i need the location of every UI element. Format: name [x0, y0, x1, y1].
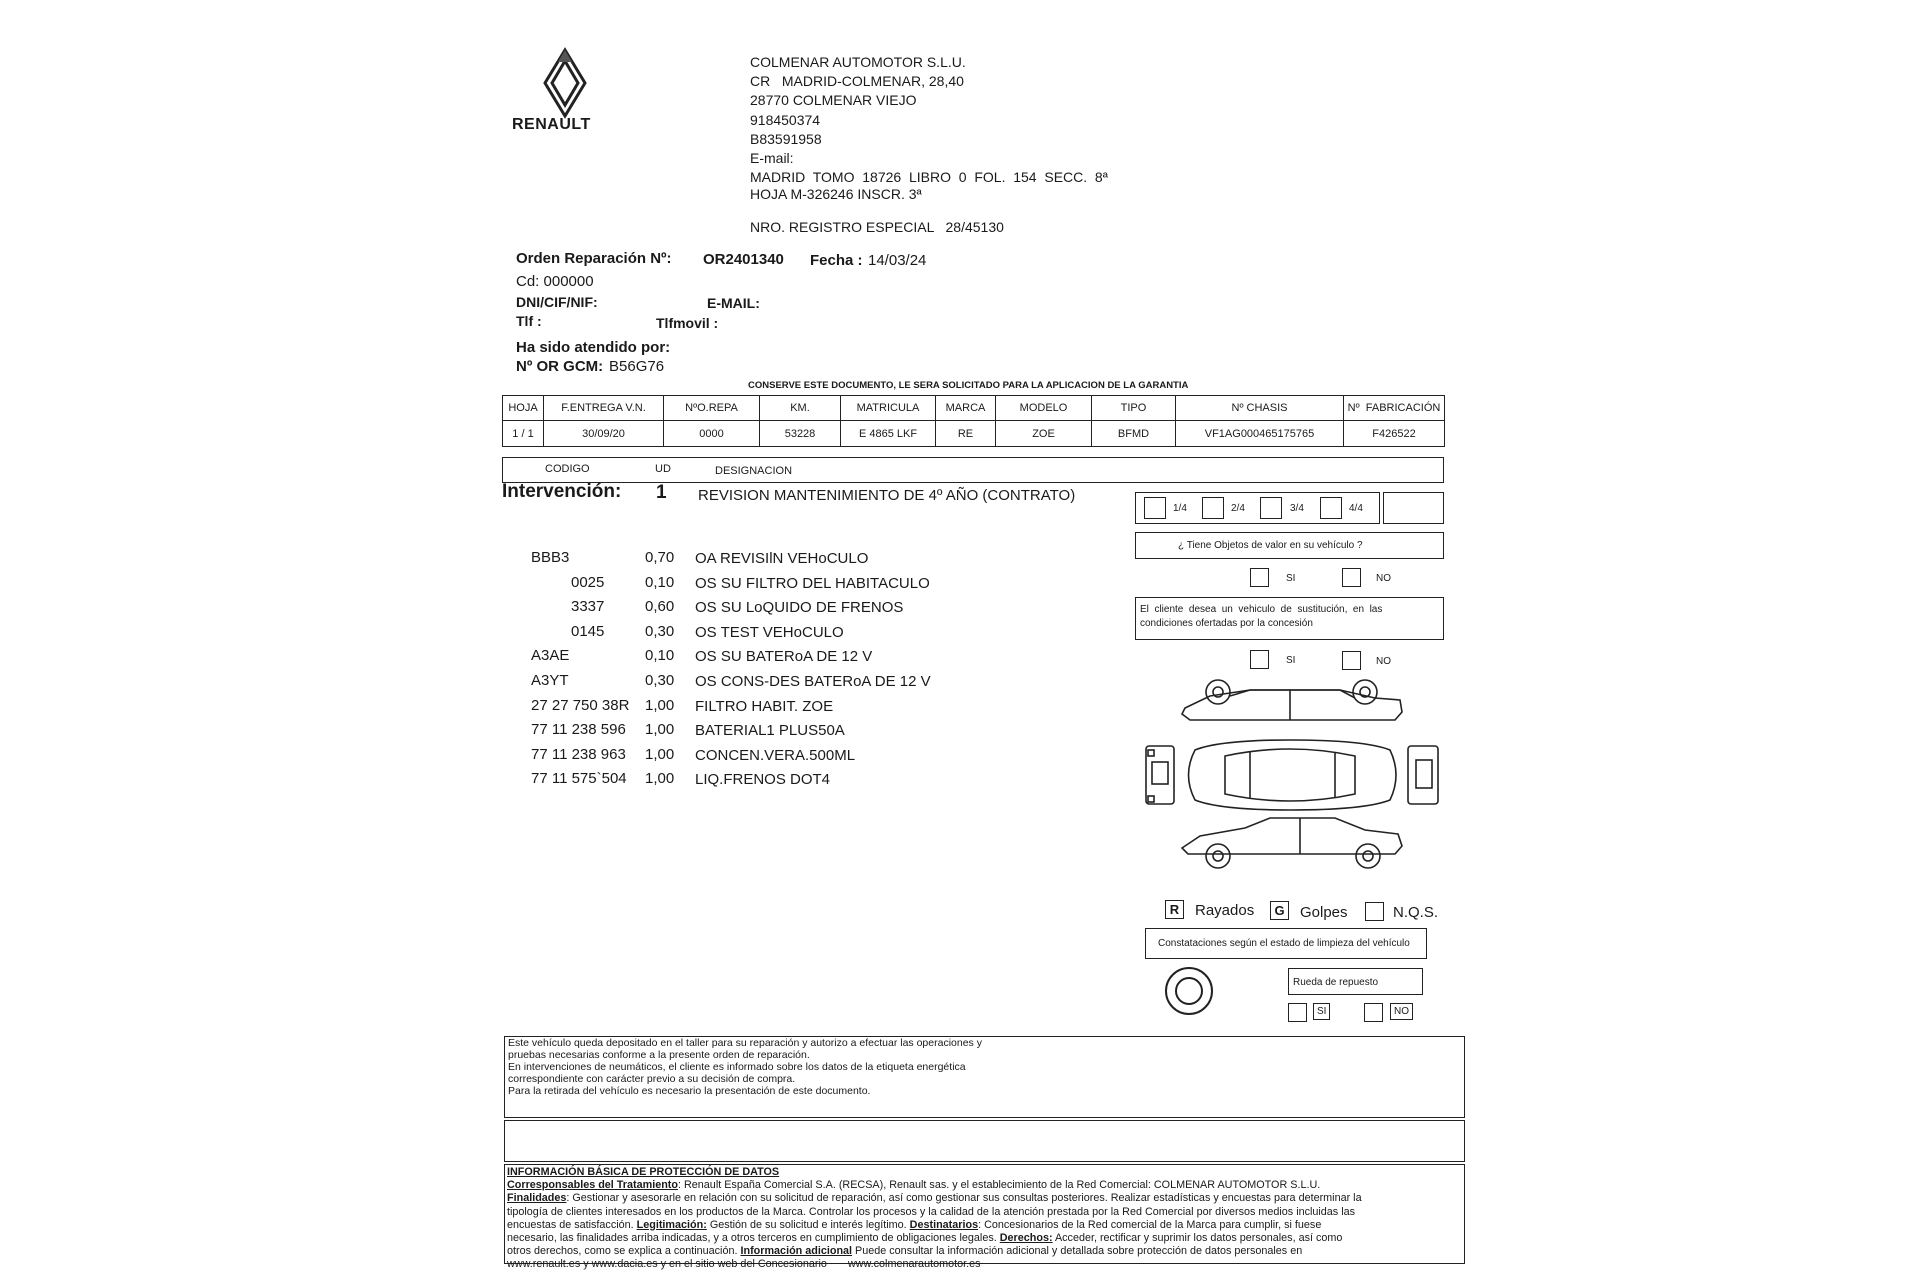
header-chasis: Nº CHASIS [1176, 396, 1344, 421]
line-designation: FILTRO HABIT. ZOE [695, 697, 834, 715]
car-damage-diagram-icon[interactable] [1140, 678, 1450, 878]
line-code: 77 11 238 963 [531, 745, 626, 763]
gcm-label: Nº OR GCM: [516, 358, 604, 375]
order-number-label: Orden Reparación Nº: [516, 250, 672, 267]
line-ud: 0,70 [645, 549, 675, 566]
deposit-line-2: pruebas necesarias conforme a la presente orden de reparación. [508, 1049, 810, 1061]
valuables-no-checkbox[interactable] [1342, 568, 1361, 587]
renault-logo-icon [530, 45, 600, 120]
line-ud: 1,00 [645, 770, 675, 788]
deposit-line-1: Este vehículo queda depositado en el taller para su reparación y autorizo a efectuar las operaciones y [508, 1037, 982, 1049]
order-date: 14/03/24 [868, 252, 927, 269]
line-ud: 0,60 [645, 598, 675, 616]
dealer-address-2: 28770 COLMENAR VIEJO [750, 92, 917, 108]
privacy-fin-text: : Gestionar y asesorarle en relación con su solicitud de reparación, así como gestionar sus consultas posteriores. Realizar estadísticas y encuestas para determinar la [566, 1192, 1362, 1205]
privacy-line-6a: otros derechos, como se explica a continuación. [507, 1245, 741, 1258]
line-designation: CONCEN.VERA.500ML [695, 746, 856, 764]
fuel-3-4-label: 3/4 [1290, 503, 1304, 514]
dealer-registry-2: HOJA M-326246 INSCR. 3ª [750, 186, 922, 202]
line-ud: 0,30 [645, 622, 675, 640]
brand-name: RENAULT [512, 116, 591, 133]
dealer-name: COLMENAR AUTOMOTOR S.L.U. [750, 54, 966, 70]
privacy-info-text: Puede consultar la información adicional y detallada sobre protección de datos personales en [852, 1245, 1303, 1258]
intervention-label: Intervención: [502, 481, 622, 502]
value-km: 53228 [760, 421, 841, 447]
line-ud: 1,00 [645, 696, 675, 714]
lines-header-codigo: CODIGO [545, 463, 590, 475]
valuables-question: ¿ Tiene Objetos de valor en su vehículo ? [1178, 540, 1363, 551]
spare-wheel-label: Rueda de repuesto [1293, 977, 1379, 988]
header-fentrega: F.ENTREGA V.N. [544, 396, 664, 421]
value-tipo: BFMD [1092, 421, 1176, 447]
fuel-3-4-checkbox[interactable] [1260, 497, 1282, 519]
nqs-checkbox[interactable] [1365, 902, 1384, 921]
line-code: BBB3 [531, 549, 570, 566]
line-designation: OS CONS-DES BATERoA DE 12 V [695, 673, 931, 690]
line-designation: OS SU FILTRO DEL HABITACULO [695, 574, 930, 592]
header-hoja: HOJA [503, 396, 544, 421]
privacy-dest-text: : Concesionarios de la Red comercial de la Marca para cumplir, si fuese [978, 1218, 1322, 1231]
golpes-checkbox[interactable]: G [1270, 901, 1289, 920]
lines-header-designacion: DESIGNACION [715, 465, 793, 477]
signature-box [504, 1120, 1465, 1162]
line-designation: LIQ.FRENOS DOT4 [695, 771, 831, 789]
vehicle-table-header [503, 396, 1445, 421]
dealer-email-label: E-mail: [750, 150, 794, 166]
fuel-level-box [1135, 492, 1380, 524]
vehicle-table [502, 395, 1445, 447]
value-hoja: 1 / 1 [503, 421, 544, 447]
email-label: E-MAIL: [707, 295, 760, 311]
privacy-der-label: Derechos: [999, 1232, 1053, 1245]
privacy-leg-label: Legitimación: [636, 1218, 707, 1231]
intervention-number: 1 [656, 482, 667, 503]
header-matricula: MATRICULA [841, 396, 936, 421]
dealer-phone: 918450374 [750, 112, 821, 128]
spare-wheel-no-label: NO [1390, 1003, 1413, 1020]
line-code: 0025 [571, 573, 605, 591]
line-designation: OA REVISIlN VEHoCULO [695, 550, 869, 567]
substitution-text-1: El cliente desea un vehiculo de sustitución, en las [1140, 604, 1383, 615]
header-tipo: TIPO [1092, 396, 1176, 421]
dealer-address-1: CR MADRID-COLMENAR, 28,40 [750, 73, 964, 89]
value-chasis: VF1AG000465175765 [1176, 421, 1344, 447]
tlfmovil-label: Tlfmovil : [656, 315, 719, 331]
nqs-label: N.Q.S. [1393, 904, 1439, 921]
intervention-description: REVISION MANTENIMIENTO DE 4º AÑO (CONTRATO) [698, 487, 1076, 504]
valuables-si-checkbox[interactable] [1250, 568, 1269, 587]
privacy-resp-text: : Renault España Comercial S.A. (RECSA), Renault sas. y el establecimiento de la Red Comercial: COLMENAR AUTOMOTOR S.L.U. [678, 1179, 1321, 1192]
substitution-si-checkbox[interactable] [1250, 650, 1269, 669]
header-marca: MARCA [936, 396, 996, 421]
privacy-title: INFORMACIÓN BÁSICA DE PROTECCIÓN DE DATOS [507, 1166, 780, 1178]
privacy-line-7: www.renault.es y www.dacia.es y en el sitio web del Concesionario www.colmenarautomotor.es [507, 1258, 981, 1271]
value-fentrega: 30/09/20 [544, 421, 664, 447]
line-code: 0145 [571, 622, 605, 640]
privacy-line-5: necesario, las finalidades arriba indicadas, y a otros terceros en cumplimiento de obligaciones legales. [507, 1232, 1000, 1245]
fuel-2-4-label: 2/4 [1231, 503, 1245, 514]
golpes-label: Golpes [1300, 904, 1348, 921]
valuables-no-label: NO [1376, 573, 1391, 584]
substitution-no-label: NO [1376, 656, 1391, 667]
header-modelo: MODELO [996, 396, 1092, 421]
line-code: 3337 [571, 598, 605, 616]
valuables-si-label: SI [1286, 573, 1296, 584]
fuel-4-4-label: 4/4 [1349, 503, 1363, 514]
line-code: 77 11 238 596 [531, 721, 626, 739]
privacy-leg-text: Gestión de su solicitud e interés legítimo. [706, 1218, 910, 1231]
fuel-1-4-checkbox[interactable] [1144, 497, 1166, 519]
line-designation: OS SU BATERoA DE 12 V [695, 648, 873, 666]
privacy-der-text: Acceder, rectificar y suprimir los datos personales, así como [1052, 1232, 1343, 1245]
deposit-line-5: Para la retirada del vehículo es necesario la presentación de este documento. [508, 1085, 871, 1097]
privacy-line-4a: encuestas de satisfacción. [507, 1218, 637, 1231]
value-modelo: ZOE [996, 421, 1092, 447]
line-designation: OS SU LoQUIDO DE FRENOS [695, 599, 904, 617]
rayados-label: Rayados [1195, 902, 1255, 919]
rayados-checkbox[interactable]: R [1165, 900, 1184, 919]
order-cd: Cd: 000000 [516, 273, 594, 290]
line-ud: 1,00 [645, 721, 675, 739]
lines-header-ud: UD [655, 463, 671, 475]
line-ud: 1,00 [645, 745, 675, 763]
dealer-registry-1: MADRID TOMO 18726 LIBRO 0 FOL. 154 SECC. 8ª [750, 169, 1108, 185]
line-code: 77 11 575`504 [531, 770, 627, 788]
value-fabricacion: F426522 [1344, 421, 1445, 447]
deposit-line-4: correspondiente con carácter previo a su decisión de compra. [508, 1073, 796, 1085]
privacy-dest-label: Destinatarios [909, 1218, 979, 1231]
spare-wheel-icon [1163, 965, 1215, 1017]
privacy-text [507, 1166, 1445, 1272]
line-ud: 0,30 [645, 672, 675, 689]
vehicle-table-row [503, 421, 1445, 447]
dni-label: DNI/CIF/NIF: [516, 294, 598, 310]
privacy-info-label: Información adicional [740, 1245, 853, 1258]
substitution-no-checkbox[interactable] [1342, 651, 1361, 670]
dealer-cif: B83591958 [750, 131, 822, 147]
value-marca: RE [936, 421, 996, 447]
lines-header-box [502, 457, 1444, 483]
fuel-2-4-checkbox[interactable] [1202, 497, 1224, 519]
deposit-line-3: En intervenciones de neumáticos, el cliente es informado sobre los datos de la etiqueta energética [508, 1061, 966, 1073]
substitution-text-2: condiciones ofertadas por la concesión [1140, 618, 1313, 629]
header-km: KM. [760, 396, 841, 421]
line-code: 27 27 750 38R [531, 696, 630, 714]
value-norepa: 0000 [664, 421, 760, 447]
order-date-label: Fecha : [810, 252, 863, 269]
spare-wheel-si-checkbox[interactable] [1288, 1003, 1307, 1022]
order-number: OR2401340 [703, 251, 784, 268]
fuel-4-4-checkbox[interactable] [1320, 497, 1342, 519]
substitution-si-label: SI [1286, 655, 1296, 666]
fuel-1-4-label: 1/4 [1173, 503, 1187, 514]
spare-wheel-no-checkbox[interactable] [1364, 1003, 1383, 1022]
line-designation: OS TEST VEHoCULO [695, 623, 844, 641]
line-ud: 0,10 [645, 647, 675, 665]
header-norepa: NºO.REPA [664, 396, 760, 421]
line-ud: 0,10 [645, 573, 675, 591]
attended-by-label: Ha sido atendido por: [516, 339, 671, 356]
line-code: A3AE [531, 647, 570, 665]
spare-wheel-si-label: SI [1313, 1003, 1330, 1020]
privacy-resp-label: Corresponsables del Tratamiento [507, 1179, 678, 1192]
fuel-extra-box [1383, 492, 1444, 524]
privacy-line-3: tipología de clientes interesados en los productos de la Marca. Controlar los procesos y la calidad de la atención prestada por la Red Comercial por diversos medios incluidas las [507, 1205, 1356, 1218]
tlf-label: Tlf : [516, 313, 542, 329]
privacy-fin-label: Finalidades [507, 1192, 567, 1205]
header-fabricacion: Nº FABRICACIÓN [1344, 396, 1445, 421]
value-matricula: E 4865 LKF [841, 421, 936, 447]
cleanliness-label: Constataciones según el estado de limpieza del vehículo [1158, 938, 1410, 949]
line-designation: BATERIAL1 PLUS50A [695, 722, 845, 740]
gcm-value: B56G76 [609, 358, 665, 375]
line-code: A3YT [531, 672, 569, 689]
conserve-note: CONSERVE ESTE DOCUMENTO, LE SERA SOLICITADO PARA LA APLICACION DE LA GARANTIA [748, 380, 1189, 391]
dealer-special-registry: NRO. REGISTRO ESPECIAL 28/45130 [750, 219, 1004, 235]
